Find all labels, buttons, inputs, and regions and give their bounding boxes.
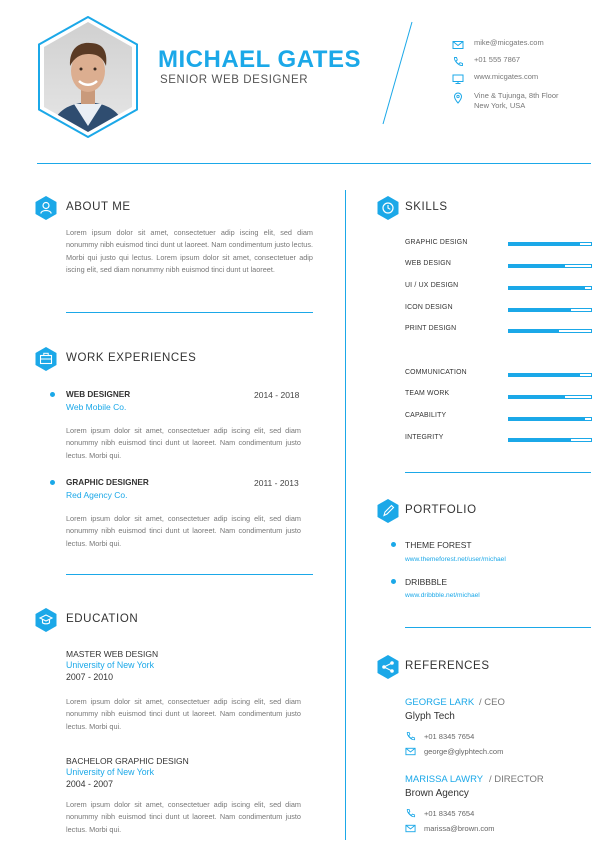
work-item-text: Lorem ipsum dolor sit amet, consectetuer adip iscing elit, sed diam nonummy nibh euismod tinci dunt ut laoreet. Nam condimentum justo lectus. Morbi qui. (66, 426, 301, 460)
contact-email-text: mike@micgates.com (474, 38, 544, 47)
education-item-years: 2007 - 2010 (66, 672, 113, 682)
skill-bar (508, 329, 592, 333)
reference-role-text: DIRECTOR (494, 774, 544, 785)
contact-address (452, 91, 559, 111)
contact-address-text (474, 91, 559, 111)
envelope-icon (405, 746, 416, 757)
portfolio-rule (405, 627, 591, 628)
portfolio-item-title: DRIBBBLE (405, 577, 448, 587)
work-heading: WORK EXPERIENCES (66, 352, 197, 364)
skill-bar-fill (509, 330, 559, 332)
reference-company: Glyph Tech (405, 711, 455, 722)
education-item-degree: BACHELOR GRAPHIC DESIGN (66, 756, 189, 766)
about-text: Lorem ipsum dolor sit amet, consectetuer adip iscing elit, sed diam nonummy nibh euismod tinci dunt ut laoreet. Nam condimentum justo lectus. Morbi qui justo qui lectus. Lorem ipsum dolor sit amet, consectetuer adip iscing elit, sed diam nonummy nibh euismod tinci dunt ut laoreet. (66, 228, 314, 275)
contact-phone[interactable] (452, 55, 520, 68)
address-line-2: New York, USA (474, 101, 526, 110)
work-item-company: Web Mobile Co. (66, 402, 127, 412)
envelope-icon (452, 39, 464, 51)
skill-label: UI / UX DESIGN (405, 282, 459, 289)
references-heading: REFERENCES (405, 660, 490, 672)
reference-email-text: george@glyphtech.com (424, 747, 504, 756)
address-line-1: Vine & Tujunga, 8th Floor (474, 91, 559, 100)
header-divider (380, 20, 416, 126)
pen-icon (377, 499, 399, 523)
column-divider (345, 190, 346, 840)
skill-bar-fill (509, 243, 580, 245)
skill-label: GRAPHIC DESIGN (405, 239, 468, 246)
portfolio-heading: PORTFOLIO (405, 504, 477, 516)
reference-email-text: marissa@brown.com (424, 824, 495, 833)
skill-bar (508, 373, 592, 377)
reference-role: / CEO (479, 697, 505, 708)
portfolio-item-bullet (391, 579, 396, 584)
share-icon (377, 655, 399, 679)
portfolio-item-link[interactable]: www.dribbble.net/michael (405, 592, 480, 599)
skill-label: ICON DESIGN (405, 304, 453, 311)
reference-phone-text: +01 8345 7654 (424, 732, 475, 741)
reference-role: / DIRECTOR (489, 774, 544, 785)
education-item-degree: MASTER WEB DESIGN (66, 649, 159, 659)
reference-email[interactable] (405, 746, 503, 757)
education-item-text: Lorem ipsum dolor sit amet, consectetuer adip iscing elit, sed diam nonummy nibh euismod tinci dunt ut laoreet. Nam condimentum justo lectus. Morbi qui. (66, 800, 301, 834)
contact-email[interactable] (452, 38, 544, 51)
skill-bar-fill (509, 396, 565, 398)
reference-phone-text: +01 8345 7654 (424, 809, 475, 818)
portfolio-item-title: THEME FOREST (405, 540, 472, 550)
reference-name: GEORGE LARK (405, 697, 475, 708)
contact-website[interactable] (452, 72, 538, 85)
skills-rule (405, 472, 591, 473)
education-item-school: University of New York (66, 660, 155, 670)
work-item-title: WEB DESIGNER (66, 390, 131, 399)
skill-bar-fill (509, 309, 571, 311)
profile-photo-frame (34, 16, 142, 138)
skill-label: WEB DESIGN (405, 260, 452, 267)
skill-bar (508, 308, 592, 312)
skill-bar (508, 438, 592, 442)
skill-bar (508, 286, 592, 290)
skill-bar (508, 242, 592, 246)
reference-email[interactable] (405, 823, 495, 834)
portfolio-item-link[interactable]: www.themeforest.net/user/michael (405, 556, 506, 563)
phone-icon (405, 731, 416, 742)
reference-company: Brown Agency (405, 788, 469, 799)
location-pin-icon (452, 92, 464, 104)
education-item-text: Lorem ipsum dolor sit amet, consectetuer adip iscing elit, sed diam nonummy nibh euismod tinci dunt ut laoreet. Nam condimentum justo lectus. Morbi qui. (66, 697, 301, 731)
skill-bar-fill (509, 418, 585, 420)
education-item-school: University of New York (66, 767, 155, 777)
monitor-icon (452, 73, 464, 85)
reference-name: MARISSA LAWRY (405, 774, 484, 785)
work-item-title: GRAPHIC DESIGNER (66, 478, 149, 487)
skill-label: CAPABILITY (405, 412, 447, 419)
work-item-company: Red Agency Co. (66, 490, 128, 500)
work-rule (66, 574, 313, 575)
work-item-bullet (50, 392, 55, 397)
skill-bar-fill (509, 287, 585, 289)
skill-bar-fill (509, 374, 580, 376)
skill-label: COMMUNICATION (405, 369, 467, 376)
skill-bar-fill (509, 265, 565, 267)
phone-icon (405, 808, 416, 819)
reference-phone[interactable] (405, 808, 474, 819)
contact-website-text: www.micgates.com (474, 72, 539, 81)
skills-heading: SKILLS (405, 201, 448, 213)
work-item-years: 2011 - 2013 (254, 478, 299, 488)
education-item-years: 2004 - 2007 (66, 779, 113, 789)
skill-label: PRINT DESIGN (405, 325, 457, 332)
about-rule (66, 312, 313, 313)
portfolio-item-bullet (391, 542, 396, 547)
skill-label: INTEGRITY (405, 434, 444, 441)
skills-badge-icon (377, 196, 399, 220)
skill-bar (508, 264, 592, 268)
education-heading: EDUCATION (66, 613, 139, 625)
phone-icon (452, 56, 464, 68)
envelope-icon (405, 823, 416, 834)
work-item-bullet (50, 480, 55, 485)
graduation-cap-icon (35, 608, 57, 632)
about-heading: ABOUT ME (66, 201, 131, 213)
skill-bar (508, 395, 592, 399)
skill-bar-fill (509, 439, 571, 441)
reference-role-text: CEO (484, 697, 505, 708)
person-icon (35, 196, 57, 220)
contact-phone-text: +01 555 7867 (474, 55, 521, 64)
avatar (34, 16, 142, 138)
work-item-text: Lorem ipsum dolor sit amet, consectetuer adip iscing elit, sed diam nonummy nibh euismod tinci dunt ut laoreet. Nam condimentum justo lectus. Morbi qui. (66, 514, 301, 548)
reference-phone[interactable] (405, 731, 474, 742)
skill-bar (508, 417, 592, 421)
briefcase-icon (35, 347, 57, 371)
header-rule (37, 163, 591, 164)
candidate-name: MICHAEL GATES (158, 46, 361, 73)
candidate-title: SENIOR WEB DESIGNER (160, 74, 309, 86)
skill-label: TEAM WORK (405, 390, 450, 397)
work-item-years: 2014 - 2018 (254, 390, 300, 400)
